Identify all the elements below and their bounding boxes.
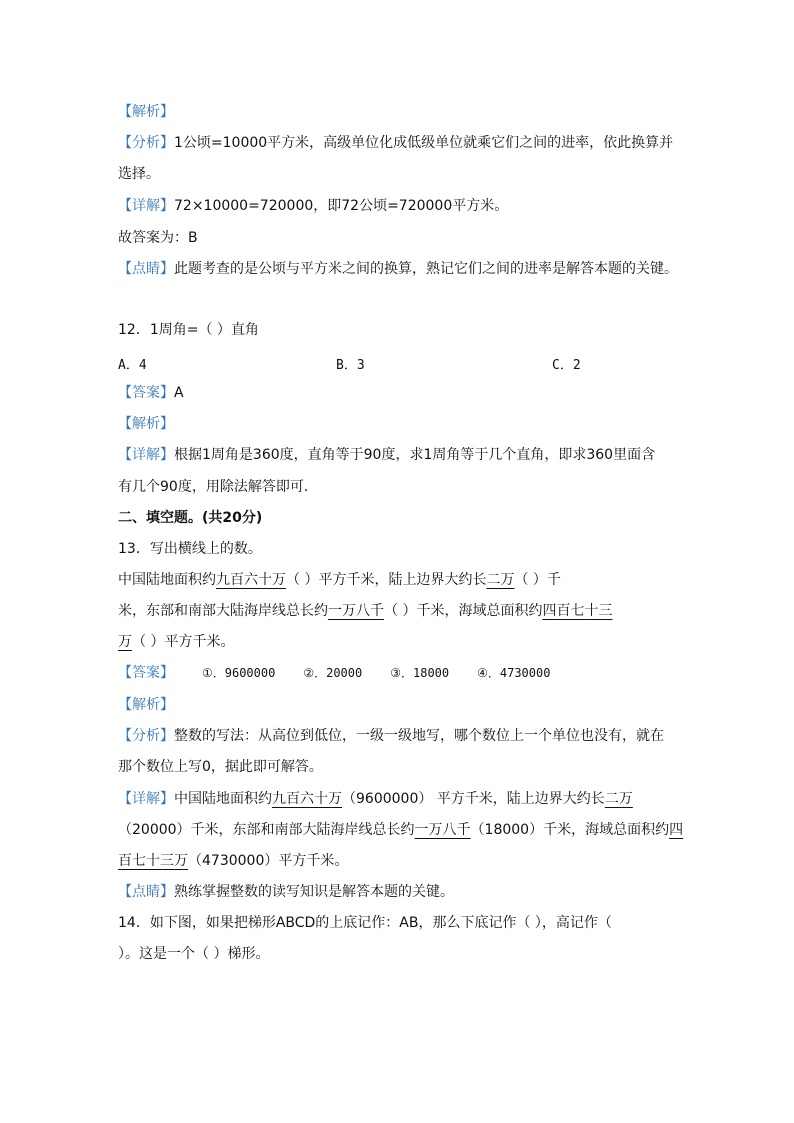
q13-answer-4: ④．4730000 — [477, 666, 551, 680]
q13-l1-text-b: （ ）平方千米，陆上边界大约长 — [286, 572, 487, 588]
q13-fenxi-line-2: 那个数位上写0，据此即可解答。 — [118, 759, 323, 775]
q11-xiangjie — [118, 196, 678, 216]
q13-xiangjie-line-2 — [118, 820, 684, 840]
q13-xj-text-d: （18000）千米，海域总面积约 — [470, 822, 670, 838]
q13-xj-underlined-2: 二万 — [604, 791, 633, 807]
q13-underlined-3: 一万八千 — [328, 603, 384, 619]
xiangjie-tag: 【详解】 — [118, 198, 174, 214]
q13-underlined-4: 四百七十三 — [542, 603, 613, 619]
q13-xj-underlined-4: 四 — [669, 822, 684, 838]
q13-line-2 — [118, 601, 678, 621]
q13-dianjing — [118, 882, 678, 902]
q12-answer — [118, 383, 678, 403]
q11-answer-statement: 故答案为：B — [118, 230, 198, 246]
q13-xj-text-a: 中国陆地面积约 — [174, 791, 272, 807]
q11-dianjing — [118, 259, 678, 279]
q11-fenxi-line-1 — [118, 133, 678, 153]
q12-option-b: B．3 — [336, 358, 365, 373]
q13-underlined-2: 二万 — [486, 572, 515, 588]
q14-line-2: ）。这是一个（ ）梯形。 — [118, 946, 270, 962]
q13-answer-3: ③．18000 — [390, 666, 450, 680]
daan-tag: 【答案】 — [118, 665, 174, 681]
q12-stem: 12．1周角=（ ）直角 — [118, 322, 259, 338]
q12-xiangjie-text: 根据1周角是360度，直角等于90度，求1周角等于几个直角，即求360里面含 — [174, 447, 656, 463]
q13-answer-2: ②．20000 — [303, 666, 363, 680]
q13-answer-1: ①．9600000 — [202, 666, 276, 680]
q13-xj-text-c: （20000）千米，东部和南部大陆海岸线总长约 — [118, 822, 415, 838]
q13-xj-underlined-1: 九百六十万 — [272, 791, 342, 807]
q11-xiangjie-text: 72×10000=720000，即72公顷=720000平方米。 — [174, 198, 509, 214]
q12-option-c: C．2 — [552, 358, 581, 373]
q13-l3-text-b: （ ）平方千米。 — [132, 634, 235, 650]
q13-xiangjie-line-3 — [118, 851, 678, 871]
fenxi-tag: 【分析】 — [118, 728, 174, 744]
q11-fenxi-line-2: 选择。 — [118, 166, 160, 182]
q13-stem: 13．写出横线上的数。 — [118, 541, 262, 557]
q13-xiangjie-line-1 — [118, 789, 678, 809]
dianjing-tag: 【点睛】 — [118, 261, 174, 277]
jiexi-heading: 【解析】 — [118, 104, 174, 120]
section-title: 二、填空题。(共20分) — [118, 510, 263, 526]
q13-underlined-1: 九百六十万 — [216, 572, 286, 588]
q13-l1-text-c: （ ）千 — [514, 572, 561, 588]
q13-fenxi-text: 整数的写法：从高位到低位，一级一级地写，哪个数位上一个单位也没有，就在 — [174, 728, 664, 744]
q11-dianjing-text: 此题考查的是公顷与平方米之间的换算，熟记它们之间的进率是解答本题的关键。 — [174, 261, 678, 277]
q13-answer — [118, 663, 678, 683]
q13-xj-text-e: （4730000）平方千米。 — [188, 853, 349, 869]
q12-xiangjie-line-1 — [118, 445, 678, 465]
q13-underlined-5: 万 — [118, 634, 132, 650]
q13-line-1 — [118, 570, 678, 590]
q12-xiangjie-line-2: 有几个90度，用除法解答即可． — [118, 479, 318, 495]
q13-dianjing-text: 熟练掌握整数的读写知识是解答本题的关键。 — [174, 884, 454, 900]
q13-xj-underlined-5: 百七十三万 — [118, 853, 188, 869]
q12-answer-value: A — [174, 385, 184, 401]
xiangjie-tag: 【详解】 — [118, 447, 174, 463]
q13-fenxi-line-1 — [118, 726, 678, 746]
q12-option-a: A．4 — [118, 358, 147, 373]
q13-xj-underlined-3: 一万八千 — [414, 822, 471, 838]
q13-l1-text-a: 中国陆地面积约 — [118, 572, 216, 588]
q13-l2-text-a: 米，东部和南部大陆海岸线总长约 — [118, 603, 328, 619]
daan-tag: 【答案】 — [118, 385, 174, 401]
q13-l2-text-b: （ ）千米，海域总面积约 — [384, 603, 543, 619]
q13-jiexi-heading: 【解析】 — [118, 697, 174, 713]
q13-line-3 — [118, 632, 678, 652]
fenxi-tag: 【分析】 — [118, 135, 174, 151]
dianjing-tag: 【点睛】 — [118, 884, 174, 900]
q14-line-1: 14．如下图，如果把梯形ABCD的上底记作：AB，那么下底记作（ ），高记作（ — [118, 915, 612, 931]
q13-xj-text-b: （9600000） 平方千米，陆上边界大约长 — [342, 791, 605, 807]
xiangjie-tag: 【详解】 — [118, 791, 174, 807]
q11-fenxi-text: 1公顷=10000平方米，高级单位化成低级单位就乘它们之间的进率，依此换算并 — [174, 135, 674, 151]
q12-jiexi-heading: 【解析】 — [118, 416, 174, 432]
